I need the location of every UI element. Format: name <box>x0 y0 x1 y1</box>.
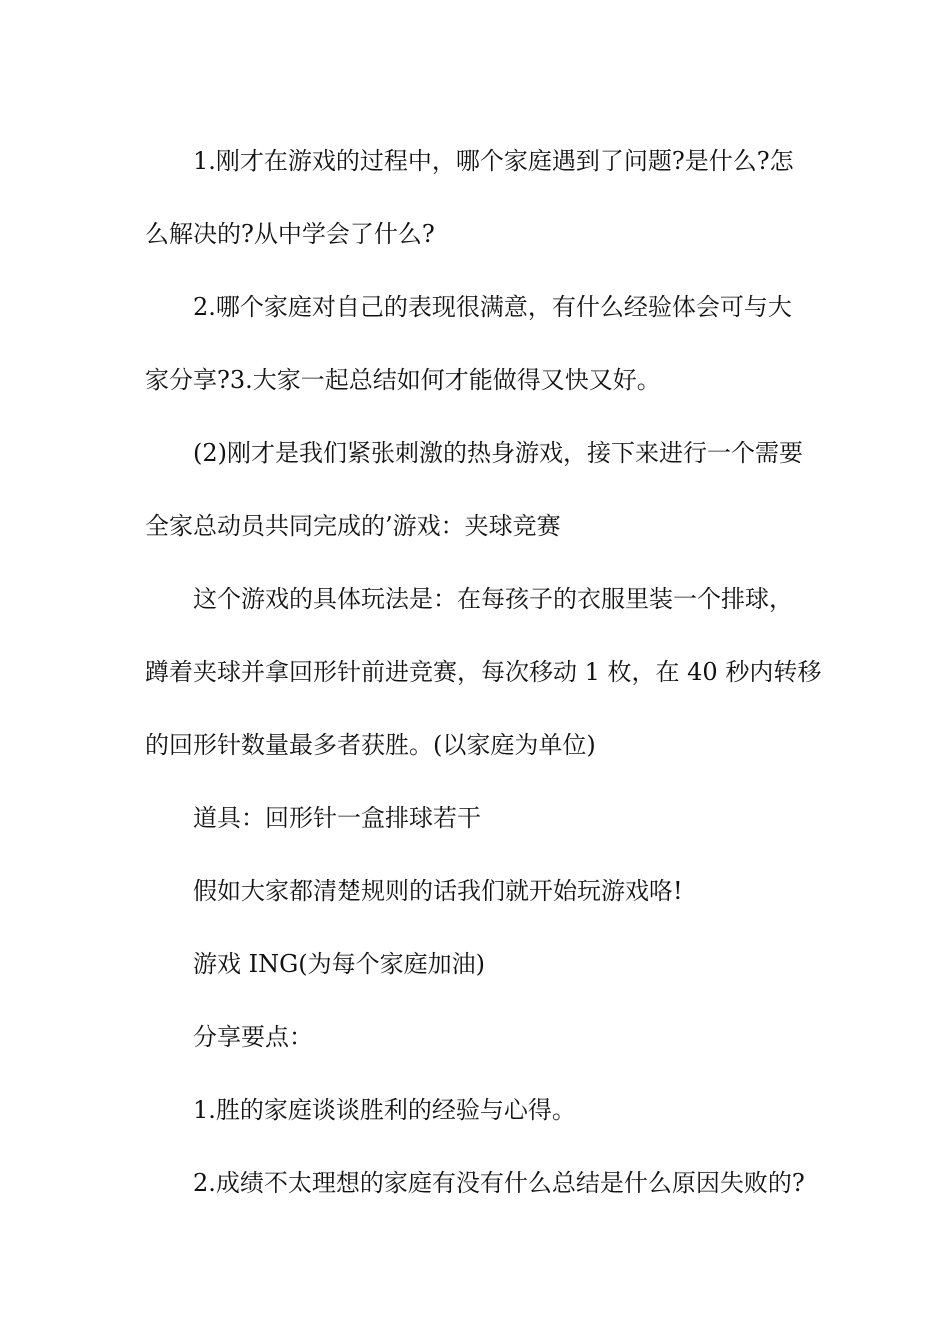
text-line: 1.刚才在游戏的过程中，哪个家庭遇到了问题?是什么?怎 <box>193 147 794 175</box>
text-line: 全家总动员共同完成的’游戏：夹球竞赛 <box>145 512 561 540</box>
text-line: 么解决的?从中学会了什么? <box>145 220 435 248</box>
text-line: 1.胜的家庭谈谈胜利的经验与心得。 <box>193 1096 576 1124</box>
document-body <box>145 125 822 1220</box>
text-line: 的回形针数量最多者获胜。(以家庭为单位) <box>145 731 596 759</box>
text-line: 假如大家都清楚规则的话我们就开始玩游戏咯! <box>193 877 683 905</box>
text-line: 道具：回形针一盒排球若干 <box>193 804 481 832</box>
text-line: 2.成绩不太理想的家庭有没有什么总结是什么原因失败的? <box>193 1169 805 1197</box>
text-line: 家分享?3.大家一起总结如何才能做得又快又好。 <box>145 366 661 394</box>
text-line: 这个游戏的具体玩法是：在每孩子的衣服里装一个排球， <box>193 585 793 613</box>
text-line: 游戏 ING(为每个家庭加油) <box>193 950 486 978</box>
text-line: 蹲着夹球并拿回形针前进竞赛，每次移动 1 枚，在 40 秒内转移 <box>145 658 822 686</box>
text-line: 分享要点： <box>193 1023 313 1051</box>
text-line: (2)刚才是我们紧张刺激的热身游戏，接下来进行一个需要 <box>193 439 803 467</box>
text-line: 2.哪个家庭对自己的表现很满意，有什么经验体会可与大 <box>193 293 792 321</box>
